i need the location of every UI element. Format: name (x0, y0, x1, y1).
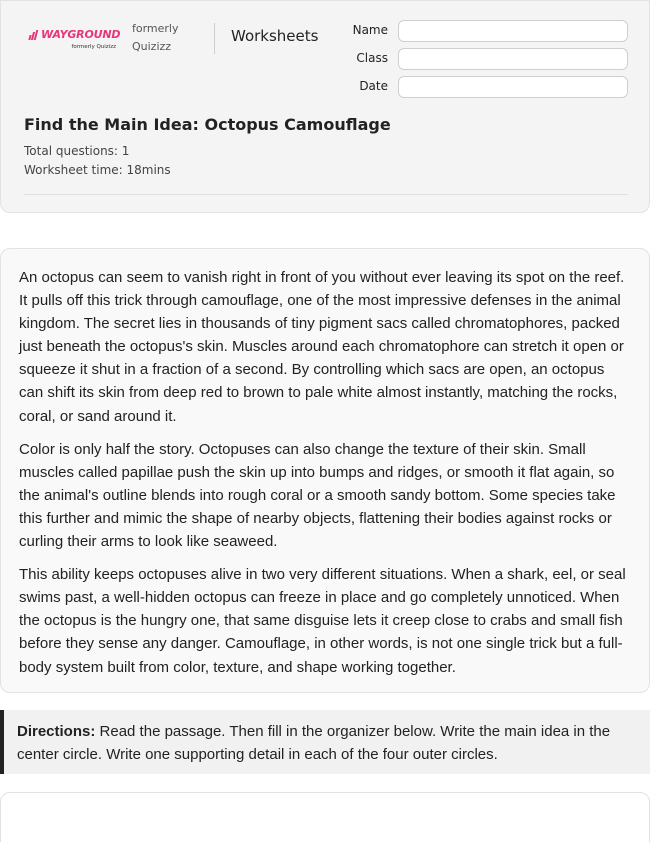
wayground-logo[interactable] (29, 28, 119, 50)
logo-subtext: formerly Quizizz (71, 44, 116, 50)
section-title: Worksheets (231, 27, 319, 45)
formerly-line2: Quizizz (132, 40, 172, 53)
total-questions: Total questions: 1 (24, 144, 130, 158)
worksheet-header (0, 0, 650, 213)
worksheet-time: Worksheet time: 18mins (24, 163, 171, 177)
header-rule (24, 194, 628, 195)
class-field[interactable] (398, 48, 628, 70)
directions-text: Read the passage. Then fill in the organizer below. Write the main idea in the center circle. Write one supporting detail in each of the four outer circles. (17, 723, 611, 763)
class-label: Class (356, 51, 388, 65)
directions-label: Directions: (17, 723, 96, 740)
date-label: Date (359, 79, 388, 93)
header-divider (214, 23, 215, 54)
reading-passage (0, 248, 650, 693)
passage-paragraph: An octopus can seem to vanish right in front of you without ever leaving its spot on the reef. It pulls off this trick through camouflage, one of the most impressive defenses in the animal kingdom. The secret lies in thousands of tiny pigment sacs called chromatophores, packed just beneath the octopus's skin. Muscles around each chromatophore can stretch it open or squeeze it shut in a fraction of a second. By controlling which sacs are open, an octopus can shift its skin from deep red to brown to pale white almost instantly, matching the rocks, coral, or sand around it. (19, 269, 625, 425)
name-label: Name (352, 23, 388, 37)
date-field[interactable] (398, 76, 628, 98)
passage-paragraph: This ability keeps octopuses alive in two very different situations. When a shark, eel, or seal swims past, a well-hidden octopus can freeze in place and go completely unnoticed. When the octopus is the hungry one, that same disguise lets it creep close to crabs and small fish before they sense any danger. Camouflage, in other words, is not one single trick but a full-body system built from color, texture, and shape working together. (19, 566, 626, 676)
worksheet-title: Find the Main Idea: Octopus Camouflage (24, 115, 391, 134)
name-field[interactable] (398, 20, 628, 42)
directions-box (0, 710, 650, 774)
formerly-note (132, 20, 192, 56)
organizer-card (0, 792, 650, 842)
formerly-line1: formerly (132, 22, 179, 35)
wayground-mark-icon (29, 30, 37, 40)
logo-text: WAYGROUND (41, 28, 121, 41)
passage-paragraph: Color is only half the story. Octopuses can also change the texture of their skin. Small muscles called papillae push the skin up into bumps and ridges, or smooth it flat again, so the animal's outline blends into rough coral or a smooth sandy bottom. Some species take this further and mimic the shape of nearby objects, flattening their bodies against rocks or curling their arms to look like seaweed. (19, 440, 616, 551)
